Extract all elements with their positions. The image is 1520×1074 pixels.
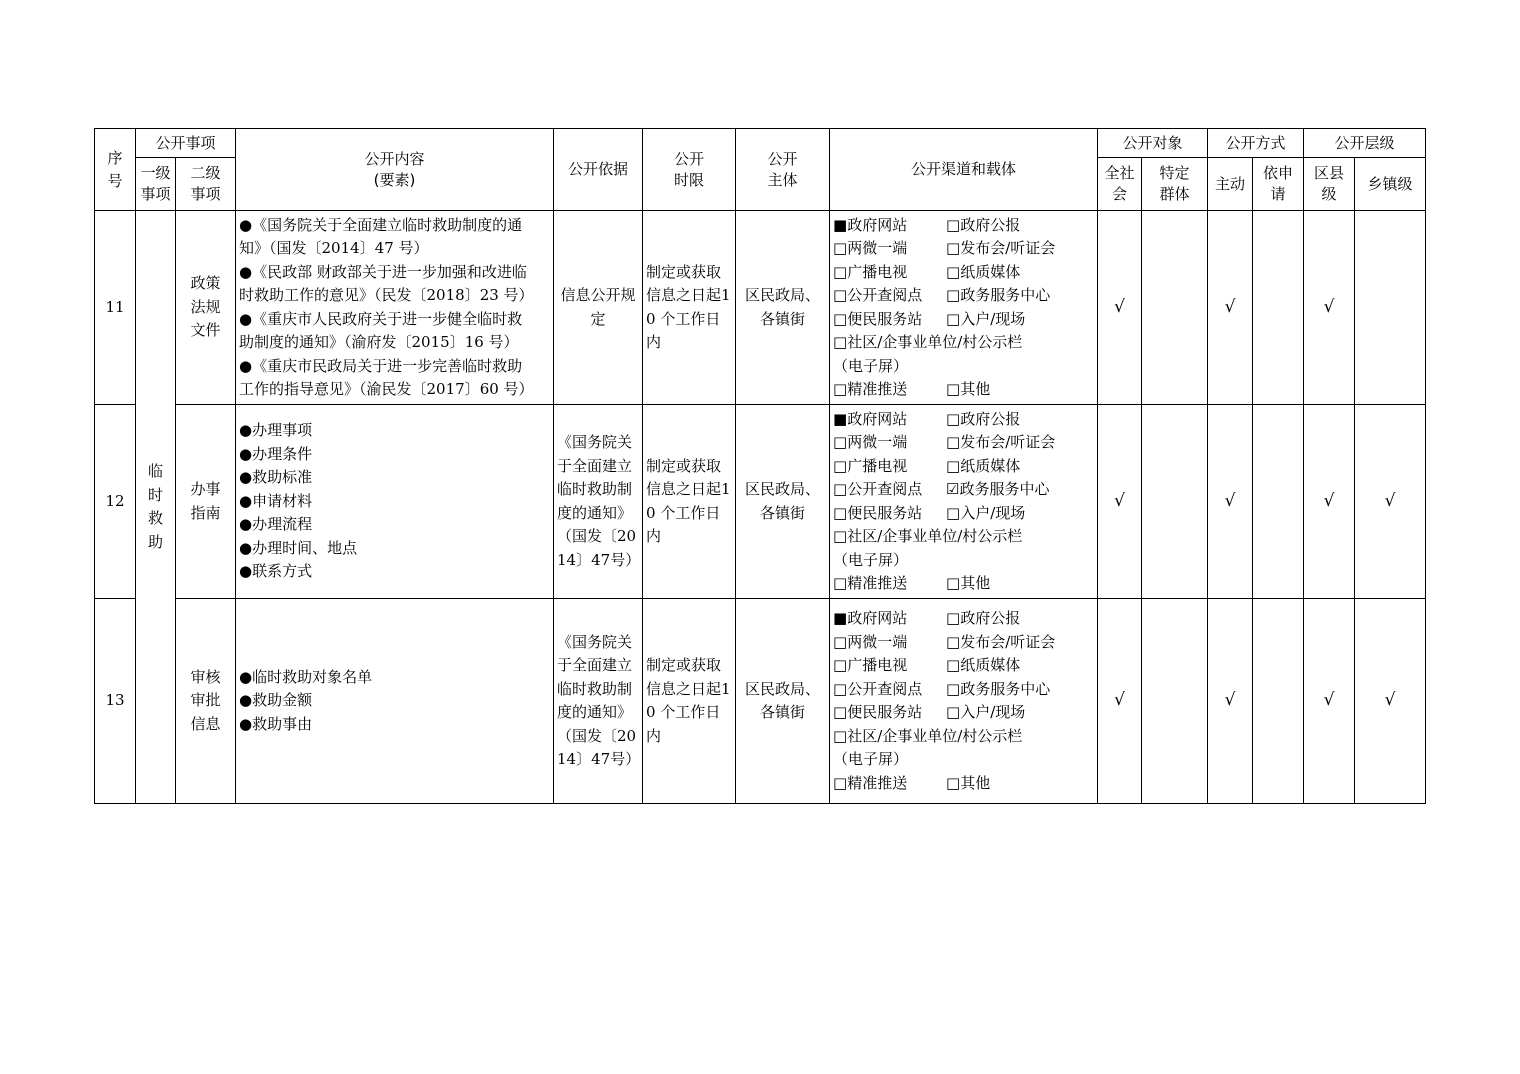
header-method: 公开方式 [1208,129,1304,158]
check-target-all: √ [1098,405,1142,599]
check-target-all: √ [1098,599,1142,804]
header-method-active: 主动 [1208,158,1253,211]
check-method-apply [1253,405,1304,599]
check-method-active: √ [1208,599,1253,804]
content-line: ●临时救助对象名单 [239,667,373,686]
header-item: 公开事项 [136,129,236,158]
check-target-all: √ [1098,211,1142,405]
channel-option[interactable]: □政府公报 [946,409,1021,428]
content-line: 助制度的通知》（渝府发〔2015〕16 号） [239,333,519,351]
channel-option[interactable]: □入户/现场 [946,503,1026,522]
content-line: ●《重庆市人民政府关于进一步健全临时救 [239,309,523,328]
channel-option[interactable]: ■政府网站 [833,609,908,627]
channel-option[interactable]: □政府公报 [946,609,1021,627]
channel-option[interactable]: □发布会/听证会 [946,632,1056,651]
check-tier-town [1355,211,1426,405]
row-level2: 审核审批信息 [176,599,236,804]
header-tier: 公开层级 [1304,129,1426,158]
row-basis: 《国务院关于全面建立临时救助制度的通知》（国发〔2014〕47号） [554,599,643,804]
channel-option-checked[interactable]: ☑政务服务中心 [946,480,1050,498]
channel-option[interactable]: □精准推送 [833,773,908,792]
channel-option[interactable]: □其他 [946,574,991,592]
header-basis: 公开依据 [554,129,643,211]
check-method-active: √ [1208,211,1253,405]
channel-option[interactable]: □公开查阅点 [833,679,923,698]
header-content: 公开内容 (要素) [236,129,554,211]
row-channels [830,211,1098,405]
content-line: 知》（国发〔2014〕47 号） [239,239,429,257]
row-seq: 11 [95,211,136,405]
header-target-specific: 特定群体 [1142,158,1208,211]
row-level2: 办事指南 [176,405,236,599]
row-channels [830,405,1098,599]
channel-option[interactable]: □发布会/听证会 [946,433,1056,451]
check-method-active: √ [1208,405,1253,599]
channel-option[interactable]: □其他 [946,773,991,792]
header-level2: 二级事项 [176,158,236,211]
check-target-specific [1142,599,1208,804]
channel-option[interactable]: □精准推送 [833,380,908,398]
channel-option[interactable]: □政务服务中心 [946,286,1051,304]
header-method-apply: 依申请 [1253,158,1304,211]
channel-option[interactable]: □广播电视 [833,656,908,674]
check-tier-county: √ [1304,599,1355,804]
channel-option[interactable]: □其他 [946,380,991,398]
channel-option[interactable]: □两微一端 [833,632,908,651]
channel-option[interactable]: ■政府网站 [833,215,908,234]
channel-option[interactable]: □社区/企事业单位/村公示栏 [833,527,1023,545]
header-tier-town: 乡镇级 [1355,158,1426,211]
channel-option[interactable]: □入户/现场 [946,309,1026,328]
row-basis: 《国务院关于全面建立临时救助制度的通知》（国发〔2014〕47号） [554,405,643,599]
content-line: ●救助事由 [239,714,313,733]
check-method-apply [1253,211,1304,405]
channel-option[interactable]: □发布会/听证会 [946,239,1056,257]
content-line: ●救助标准 [239,468,313,487]
channel-option[interactable]: □便民服务站 [833,309,923,328]
channel-note: （电子屏） [833,550,909,569]
row-content [236,211,554,405]
check-tier-town: √ [1355,599,1426,804]
channel-option[interactable]: □公开查阅点 [833,286,923,304]
channel-option[interactable]: □广播电视 [833,456,908,475]
content-line: ●申请材料 [239,491,313,510]
row-time-limit: 制定或获取信息之日起10 个工作日内 [643,211,736,405]
check-target-specific [1142,405,1208,599]
content-line: ●救助金额 [239,691,313,710]
header-level1: 一级事项 [136,158,176,211]
channel-option[interactable]: □广播电视 [833,262,908,281]
channel-option[interactable]: □纸质媒体 [946,656,1021,674]
content-line: ●办理事项 [239,421,313,440]
channel-option[interactable]: □社区/企事业单位/村公示栏 [833,333,1023,351]
check-tier-town: √ [1355,405,1426,599]
disclosure-table [94,128,1426,804]
row-time-limit: 制定或获取信息之日起10 个工作日内 [643,405,736,599]
check-target-specific [1142,211,1208,405]
row-seq: 12 [95,405,136,599]
channel-option[interactable]: □两微一端 [833,239,908,257]
row-seq: 13 [95,599,136,804]
channel-option[interactable]: □政务服务中心 [946,679,1051,698]
row-basis: 信息公开规定 [554,211,643,405]
header-tier-county: 区县级 [1304,158,1355,211]
header-channel: 公开渠道和载体 [830,129,1098,211]
row-channels [830,599,1098,804]
header-target: 公开对象 [1098,129,1208,158]
row-time-limit: 制定或获取信息之日起10 个工作日内 [643,599,736,804]
check-method-apply [1253,599,1304,804]
channel-option[interactable]: □便民服务站 [833,503,923,522]
content-line: ●联系方式 [239,562,313,581]
channel-note: （电子屏） [833,750,909,768]
content-line: ●办理条件 [239,444,313,463]
header-subject: 公开主体 [736,129,830,211]
channel-option[interactable]: □两微一端 [833,433,908,451]
table-row [95,211,1426,405]
header-seq: 序号 [95,129,136,211]
content-line: ●《重庆市民政局关于进一步完善临时救助 [239,356,523,375]
row-subject: 区民政局、各镇街 [736,405,830,599]
row-content [236,405,554,599]
row-content [236,599,554,804]
content-line: ●《国务院关于全面建立临时救助制度的通 [239,215,523,234]
channel-option[interactable]: □精准推送 [833,574,908,592]
header-target-all: 全社会 [1098,158,1142,211]
channel-option[interactable]: ■政府网站 [833,409,908,428]
channel-option[interactable]: □公开查阅点 [833,480,923,498]
channel-option[interactable]: □纸质媒体 [946,456,1021,475]
check-tier-county: √ [1304,405,1355,599]
row-subject: 区民政局、各镇街 [736,599,830,804]
header-time-limit: 公开时限 [643,129,736,211]
row-subject: 区民政局、各镇街 [736,211,830,405]
content-line: 工作的指导意见》（渝民发〔2017〕60 号） [239,380,534,398]
channel-option[interactable]: □政府公报 [946,215,1021,234]
check-tier-county: √ [1304,211,1355,405]
table-row [95,405,1426,599]
channel-option[interactable]: □纸质媒体 [946,262,1021,281]
content-line: ●办理时间、地点 [239,538,358,557]
level1-item-cell: 临时救助 [136,211,176,804]
channel-option[interactable]: □社区/企事业单位/村公示栏 [833,726,1023,745]
content-line: 时救助工作的意见》（民发〔2018〕23 号） [239,286,534,304]
content-line: ●办理流程 [239,515,313,534]
table-row [95,599,1426,804]
channel-option[interactable]: □入户/现场 [946,703,1026,721]
content-line: ●《民政部 财政部关于进一步加强和改进临 [239,262,527,281]
channel-note: （电子屏） [833,356,909,375]
row-level2: 政策法规文件 [176,211,236,405]
channel-option[interactable]: □便民服务站 [833,703,923,721]
